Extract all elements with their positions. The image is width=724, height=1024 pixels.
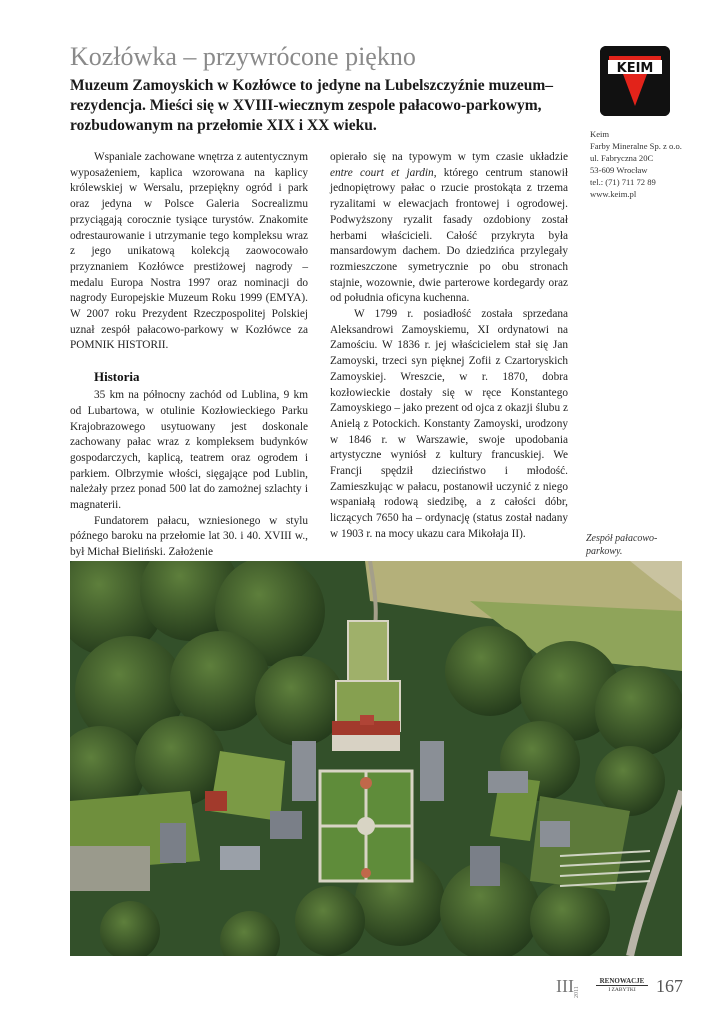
paragraph-owners: W 1799 r. posiadłość została sprzedana Aleksandrowi Zamoyskiemu, XI ordynatowi na Zamościu. W 1836 r. jej właścicielem stał się Jan Zamoyski, trzeci syn pięknej Zofii z Czartoryskich Zamoyskiej. Wreszcie, w r. 1870, dobra kozłowieckie dostały się w ręce Konstantego Zamoyskiego – jako prezent od ojca z okazji ślubu z Anielą z Potockich. Konstanty Zamoyski, urodzony w 1846 r. w Warszawie, swoje upodobania artystyczne wyniósł z kultury francuskiej. We Francji spędził dzieciństwo i młodość. Zamieszkując w pałacu, postanowił uczynić z niego wspaniałą rodową siedzibę, a z całości dóbr, liczących 7650 ha – ordynację (status został nadany w 1903 r. na mocy ukazu cara Mikołaja II). [330, 308, 568, 540]
section-heading-history: Historia [94, 369, 140, 385]
company-short: Keim [590, 129, 610, 139]
footer-magazine [596, 977, 648, 994]
aerial-photo-illustration [70, 561, 682, 956]
paragraph-layout-b: , którego centrum stanowił jednopiętrowy pałac o rzucie prostokąta z trzema ryzalitami w elewacjach frontowej i ogrodowej. Podwyższony ryzalit fasady ozdobiony został herbami właścicieli. Całość przykryta była mansardowym dachem. Do dziedzińca przylegały rozmieszczone symetrycznie po obu stronach stajnie, wozownie, dwie parterowe kordegardy oraz od południa oficyna kuchenna. [330, 166, 568, 305]
company-phone: tel.: (71) 711 72 89 [590, 177, 656, 187]
company-web: www.keim.pl [590, 189, 637, 199]
paragraph-layout-term: entre court et jardin [330, 166, 434, 179]
keim-logo-text: KEIM [616, 61, 654, 76]
text-column-1 [70, 150, 308, 561]
company-contact [590, 128, 710, 200]
article-title: Kozłówka – przywrócone piękno [70, 42, 416, 71]
paragraph-layout [330, 150, 568, 307]
keim-logo [600, 46, 670, 116]
company-street: ul. Fabryczna 20C [590, 153, 654, 163]
paragraph-intro: Wspaniale zachowane wnętrza z autentycznym wyposażeniem, kaplica wzorowana na kaplicy królewskiej w Wersalu, przepiękny ogród i park oraz jedyna w Polsce Galeria Socrealizmu przyciągają corocznie tysiące turystów. Znakomite odrestaurowanie i utrzymanie tego kompleksu wraz z jego unikatową kolekcją zaowocowało przyznaniem Kozłówce prestiżowej nagrody – medalu Europa Nostra 1997 oraz nominacji do nagrody Europejskie Muzeum Roku 1999 (EMYA). W 2007 roku Prezydent Rzeczpospolitej Polskiej uznał zespół pałacowo-parkowy w Kozłówce za POMNIK HISTORII. [70, 151, 308, 352]
article-lead: Muzeum Zamoyskich w Kozłówce to jedyne na Lubelszczyźnie muzeum–rezydencja. Mieści się w XVIII-wiecznym zespole pałacowo-parkowym, rozbudowanym na przełomie XIX i XX wieku. [70, 77, 554, 134]
footer-magazine-line1: RENOWACJE [596, 977, 648, 986]
photo-caption: Zespół pałacowo-parkowy. [586, 533, 658, 557]
aerial-photo-palace [70, 561, 682, 956]
footer-magazine-line2: I ZABYTKI [608, 987, 636, 993]
keim-logo-icon [600, 46, 670, 116]
footer-issue: III [556, 976, 574, 996]
text-column-2 [330, 150, 568, 543]
page-number: 167 [656, 976, 683, 996]
company-name: Farby Mineralne Sp. z o.o. [590, 141, 682, 151]
company-city: 53-609 Wrocław [590, 165, 648, 175]
paragraph-location: 35 km na północny zachód od Lublina, 9 km od Lubartowa, w otulinie Kozłowieckiego Parku Krajobrazowego usytuowany jest doskonale zachowany pałac wraz z kompleksem budynków gospodarczych, kaplicą, teatrem oraz ogrodem i parkiem. Olbrzymie włości, sięgające pod Lublin, należały przez ponad 500 lat do zamożnej szlachty i magnaterii. [70, 389, 308, 512]
footer-year: 2011 [574, 986, 580, 998]
paragraph-layout-a: opierało się na typowym w tym czasie układzie [330, 151, 568, 163]
paragraph-founder: Fundatorem pałacu, wzniesionego w stylu późnego baroku na przełomie lat 30. i 40. XVIII w., był Michał Bieliński. Założenie [70, 514, 308, 559]
